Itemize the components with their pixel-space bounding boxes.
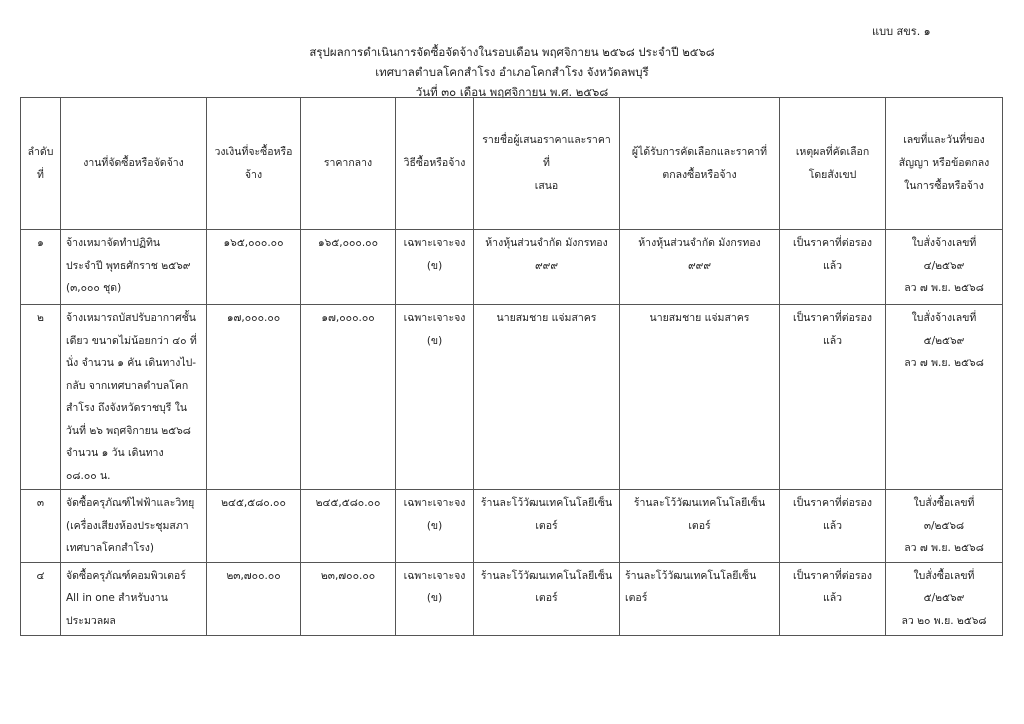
col-header-reason: เหตุผลที่คัดเลือก โดยสังเขป [780, 98, 886, 230]
col-header-contract: เลขที่และวันที่ของ สัญญา หรือข้อตกลง ในการซื้อหรือจ้าง [886, 98, 1003, 230]
form-code: แบบ สขร. ๑ [872, 25, 931, 38]
cell-contract: ใบสั่งจ้างเลขที่ ๕/๒๕๖๙ ลว ๗ พ.ย. ๒๕๖๘ [886, 305, 1003, 490]
cell-contract: ใบสั่งซื้อเลขที่ ๕/๒๕๖๙ ลว ๒๐ พ.ย. ๒๕๖๘ [886, 562, 1003, 635]
cell-reason: เป็นราคาที่ต่อรอง แล้ว [780, 490, 886, 563]
cell-budget: ๒๓,๗๐๐.๐๐ [207, 562, 301, 635]
cell-bidders: นายสมชาย แจ่มสาคร [474, 305, 620, 490]
col-header-budget: วงเงินที่จะซื้อหรือ จ้าง [207, 98, 301, 230]
cell-selected: ร้านละโว้วัฒนเทคโนโลยีเซ็น เตอร์ [620, 562, 780, 635]
cell-method: เฉพาะเจาะจง (ข) [396, 562, 474, 635]
cell-bidders: ห้างหุ้นส่วนจำกัด มังกรทอง ๙๙๙ [474, 230, 620, 305]
report-agency: เทศบาลตำบลโคกสำโรง อำเภอโคกสำโรง จังหวัดลพบุรี [375, 65, 649, 79]
cell-reason: เป็นราคาที่ต่อรอง แล้ว [780, 305, 886, 490]
cell-no: ๓ [21, 490, 61, 563]
cell-item: จัดซื้อครุภัณฑ์ไฟฟ้าและวิทยุ (เครื่องเสียงห้องประชุมสภา เทศบาลโคกสำโรง) [61, 490, 207, 563]
table-row [21, 562, 1003, 635]
cell-method: เฉพาะเจาะจง (ข) [396, 490, 474, 563]
col-header-median-price: ราคากลาง [301, 98, 396, 230]
cell-contract: ใบสั่งซื้อเลขที่ ๓/๒๕๖๘ ลว ๗ พ.ย. ๒๕๖๘ [886, 490, 1003, 563]
cell-budget: ๑๗,๐๐๐.๐๐ [207, 305, 301, 490]
cell-selected: ร้านละโว้วัฒนเทคโนโลยีเซ็น เตอร์ [620, 490, 780, 563]
table-row [21, 490, 1003, 563]
col-header-selected: ผู้ได้รับการคัดเลือกและราคาที่ ตกลงซื้อหรือจ้าง [620, 98, 780, 230]
cell-budget: ๑๖๕,๐๐๐.๐๐ [207, 230, 301, 305]
cell-median-price: ๑๗,๐๐๐.๐๐ [301, 305, 396, 490]
col-header-no: ลำดับ ที่ [21, 98, 61, 230]
cell-reason: เป็นราคาที่ต่อรอง แล้ว [780, 562, 886, 635]
cell-no: ๒ [21, 305, 61, 490]
cell-median-price: ๒๔๕,๕๘๐.๐๐ [301, 490, 396, 563]
cell-no: ๑ [21, 230, 61, 305]
report-title: สรุปผลการดำเนินการจัดซื้อจัดจ้างในรอบเดือน พฤศจิกายน ๒๕๖๘ ประจำปี ๒๕๖๘ [309, 45, 715, 59]
cell-selected: ห้างหุ้นส่วนจำกัด มังกรทอง ๙๙๙ [620, 230, 780, 305]
procurement-table [20, 97, 1003, 636]
table-row [21, 305, 1003, 490]
col-header-bidders: รายชื่อผู้เสนอราคาและราคาที่ เสนอ [474, 98, 620, 230]
report-date: วันที่ ๓๐ เดือน พฤศจิกายน พ.ศ. ๒๕๖๘ [415, 85, 609, 99]
cell-median-price: ๑๖๕,๐๐๐.๐๐ [301, 230, 396, 305]
cell-budget: ๒๔๕,๕๘๐.๐๐ [207, 490, 301, 563]
cell-bidders: ร้านละโว้วัฒนเทคโนโลยีเซ็น เตอร์ [474, 490, 620, 563]
table-row [21, 230, 1003, 305]
cell-item: จัดซื้อครุภัณฑ์คอมพิวเตอร์ All in one สำหรับงาน ประมวลผล [61, 562, 207, 635]
cell-contract: ใบสั่งจ้างเลขที่ ๔/๒๕๖๙ ลว ๗ พ.ย. ๒๕๖๘ [886, 230, 1003, 305]
col-header-item: งานที่จัดซื้อหรือจัดจ้าง [61, 98, 207, 230]
cell-method: เฉพาะเจาะจง (ข) [396, 305, 474, 490]
cell-median-price: ๒๓,๗๐๐.๐๐ [301, 562, 396, 635]
table-header-row [21, 98, 1003, 230]
cell-method: เฉพาะเจาะจง (ข) [396, 230, 474, 305]
cell-reason: เป็นราคาที่ต่อรอง แล้ว [780, 230, 886, 305]
cell-item: จ้างเหมาจัดทำปฏิทิน ประจำปี พุทธศักราช ๒๕๖๙ (๓,๐๐๐ ชุด) [61, 230, 207, 305]
col-header-method: วิธีซื้อหรือจ้าง [396, 98, 474, 230]
cell-bidders: ร้านละโว้วัฒนเทคโนโลยีเซ็น เตอร์ [474, 562, 620, 635]
cell-item: จ้างเหมารถบัสปรับอากาศชั้น เดียว ขนาดไม่น้อยกว่า ๔๐ ที่ นั่ง จำนวน ๑ คัน เดินทางไป- กลับ จากเทศบาลตำบลโคก สำโรง ถึงจังหวัดราชบุรี ใน วันที่ ๒๖ พฤศจิกายน ๒๕๖๘ จำนวน ๑ วัน เดินทาง ๐๘.๐๐ น. [61, 305, 207, 490]
cell-selected: นายสมชาย แจ่มสาคร [620, 305, 780, 490]
cell-no: ๔ [21, 562, 61, 635]
